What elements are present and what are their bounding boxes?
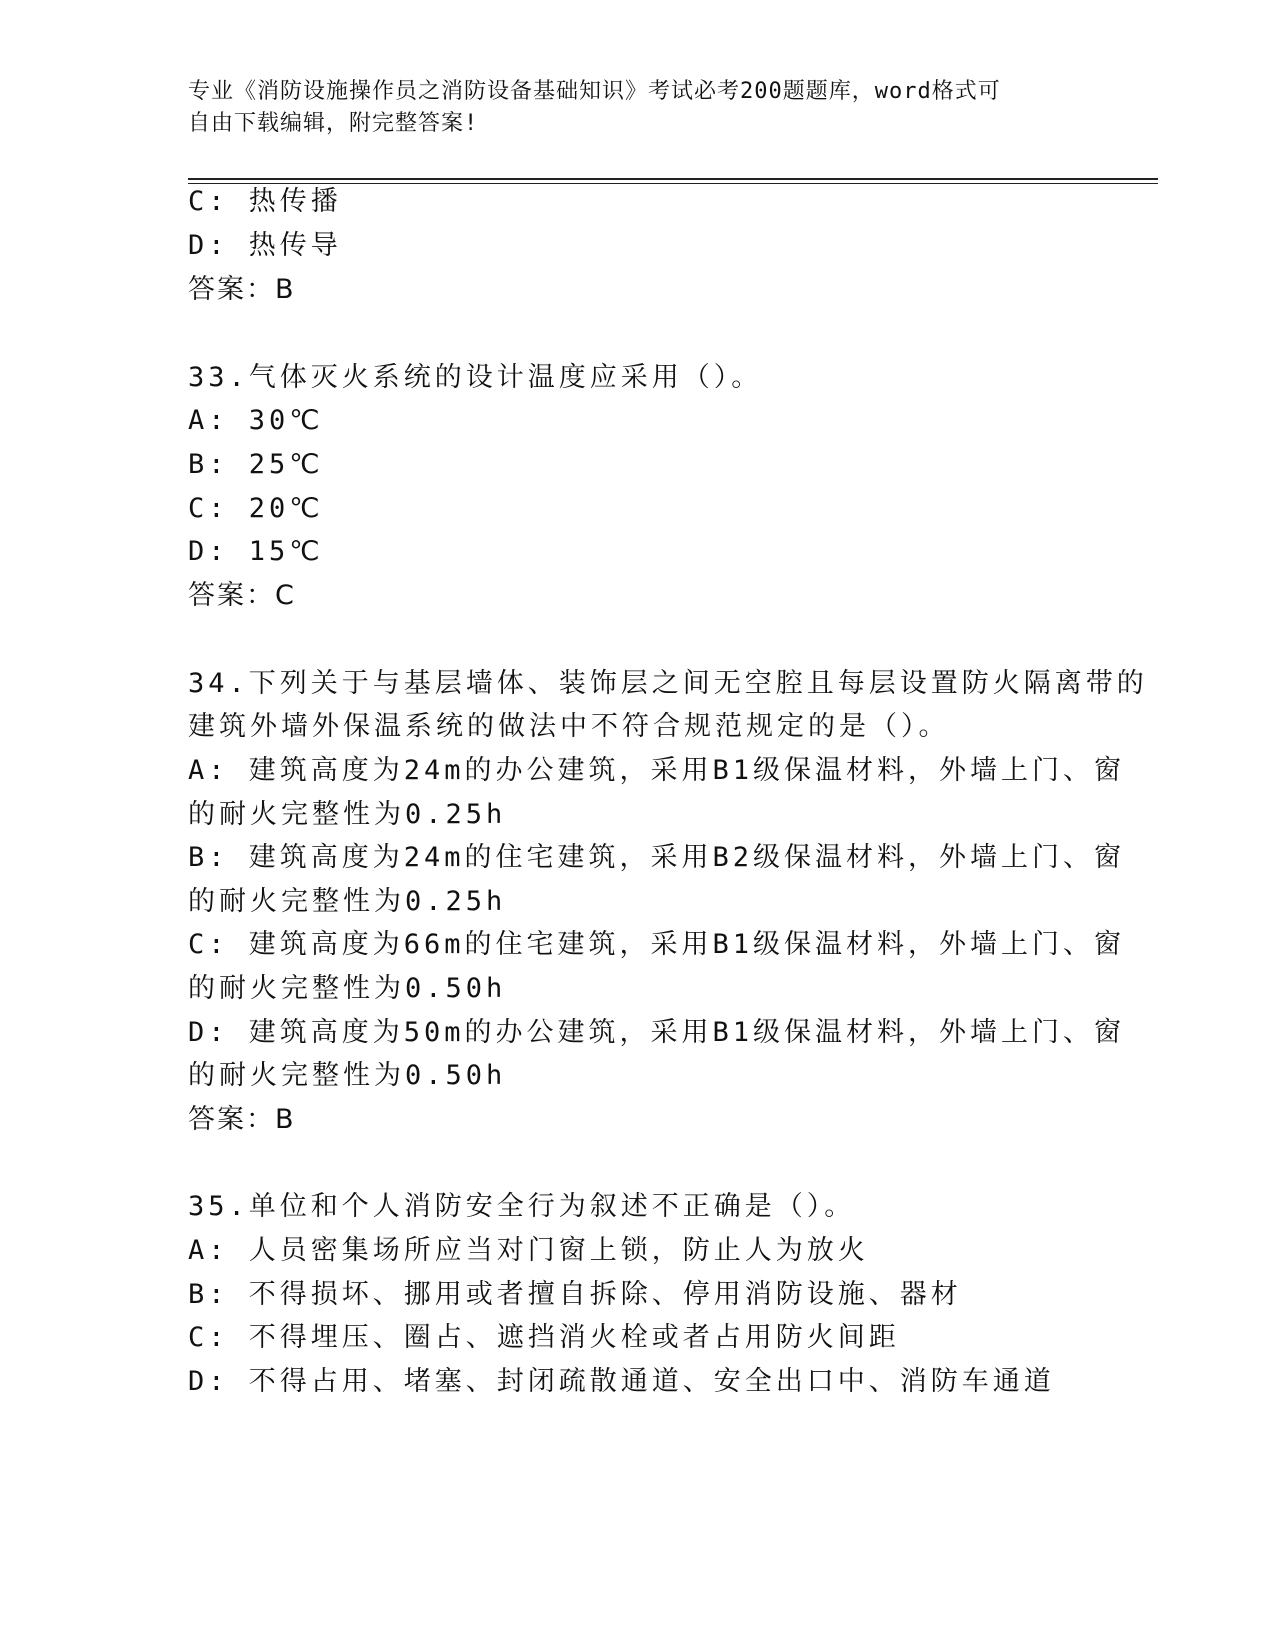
prev-option-c: C: 热传播 <box>188 186 342 217</box>
q34-option-c-line-1: C: 建筑高度为66m的住宅建筑，采用B1级保温材料，外墙上门、窗 <box>188 929 1126 960</box>
q34-answer: 答案：B <box>188 1104 296 1135</box>
q35-option-a: A: 人员密集场所应当对门窗上锁，防止人为放火 <box>188 1235 869 1266</box>
header-title-line-1: 专业《消防设施操作员之消防设备基础知识》考试必考200题题库，word格式可 <box>188 79 1001 104</box>
q34-option-d-line-1: D: 建筑高度为50m的办公建筑，采用B1级保温材料，外墙上门、窗 <box>188 1017 1126 1048</box>
q34-option-a-line-1: A: 建筑高度为24m的办公建筑，采用B1级保温材料，外墙上门、窗 <box>188 755 1126 786</box>
q34-option-c-line-2: 的耐火完整性为0.50h <box>188 973 507 1004</box>
document-header <box>188 76 1068 140</box>
q34-stem-line-1: 34.下列关于与基层墙体、装饰层之间无空腔且每层设置防火隔离带的 <box>188 668 1148 699</box>
q33-option-b: B: 25℃ <box>188 449 324 480</box>
q35-option-c: C: 不得埋压、圈占、遮挡消火栓或者占用防火间距 <box>188 1322 900 1353</box>
q33-option-a: A: 30℃ <box>188 405 324 436</box>
prev-option-d: D: 热传导 <box>188 230 342 261</box>
q33-answer: 答案：C <box>188 580 296 611</box>
q34-option-b-line-2: 的耐火完整性为0.25h <box>188 886 507 917</box>
q34-option-d-line-2: 的耐火完整性为0.50h <box>188 1060 507 1091</box>
q33-option-d: D: 15℃ <box>188 536 324 567</box>
q34-option-a-line-2: 的耐火完整性为0.25h <box>188 799 507 830</box>
q33-option-c: C: 20℃ <box>188 493 324 524</box>
q35-stem: 35.单位和个人消防安全行为叙述不正确是（）。 <box>188 1191 856 1222</box>
header-title-line-2: 自由下载编辑，附完整答案! <box>188 111 479 136</box>
q34-option-b-line-1: B: 建筑高度为24m的住宅建筑，采用B2级保温材料，外墙上门、窗 <box>188 842 1126 873</box>
q35-option-d: D: 不得占用、堵塞、封闭疏散通道、安全出口中、消防车通道 <box>188 1366 1055 1397</box>
q33-stem: 33.气体灭火系统的设计温度应采用（）。 <box>188 362 763 393</box>
q34-stem-line-2: 建筑外墙外保温系统的做法中不符合规范规定的是（）。 <box>188 711 950 742</box>
prev-answer: 答案：B <box>188 274 296 305</box>
q35-option-b: B: 不得损坏、挪用或者擅自拆除、停用消防设施、器材 <box>188 1279 962 1310</box>
